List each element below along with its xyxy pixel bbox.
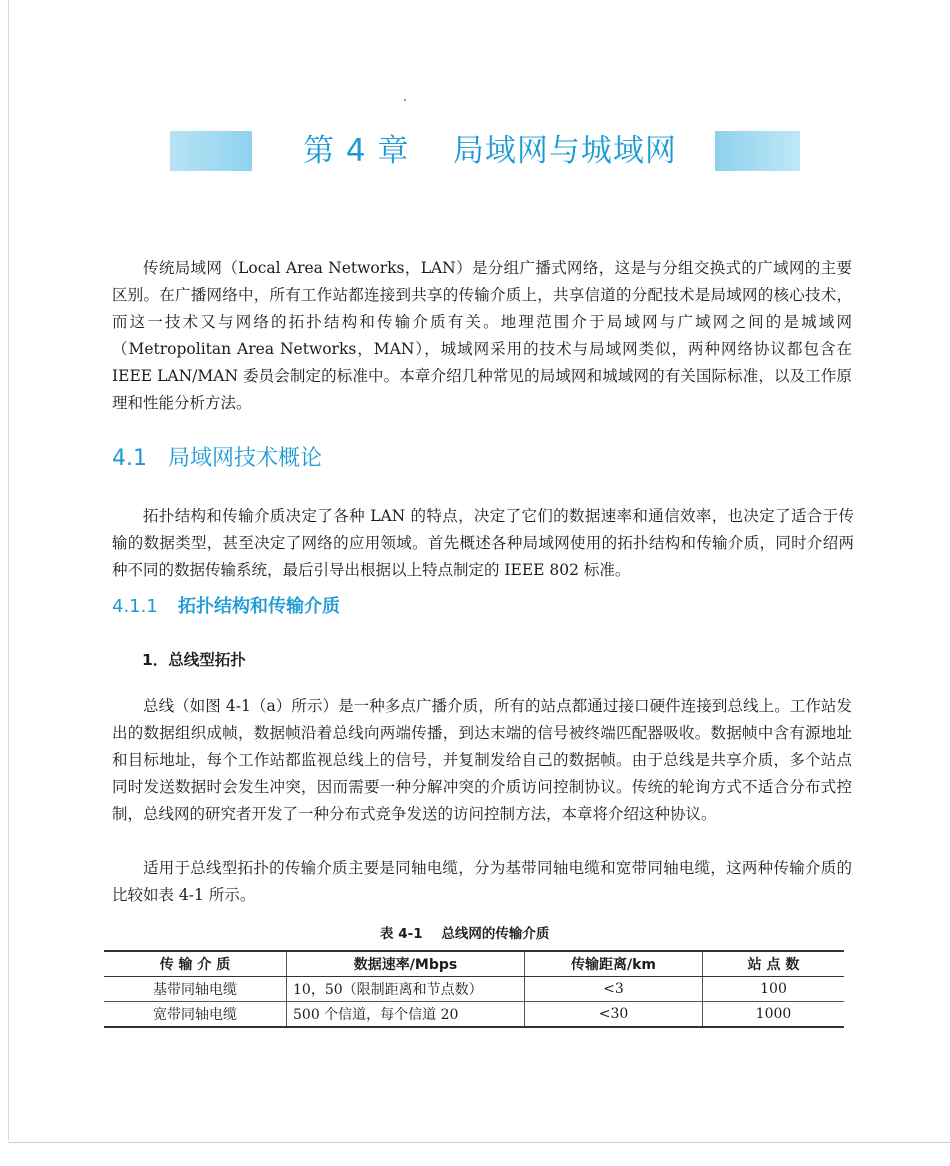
bus-topology-paragraph: 总线（如图 4-1（a）所示）是一种多点广播介质，所有的站点都通过接口硬件连接到总线上。工作站发出的数据组织成帧，数据帧沿着总线向两端传播，到达末端的信号被终端匹配器吸收。数据帧中含有源地址和目标地址，每个工作站都监视总线上的信号，并复制发给自己的数据帧。由于总线是共享介质，多个站点同时发送数据时会发生冲突，因而需要一种分解冲突的介质访问控制协议。传统的轮询方式不适合分布式控制，总线网的研究者开发了一种分布式竞争发送的访问控制方法，本章将介绍这种协议。 (112, 697, 852, 823)
header-stations: 站 点 数 (703, 951, 845, 977)
header-medium: 传 输 介 质 (104, 951, 287, 977)
cell-distance: <30 (525, 1002, 703, 1028)
banner-decoration-left (170, 131, 252, 171)
table-row (104, 1002, 844, 1028)
header-distance: 传输距离/km (525, 951, 703, 977)
cell-medium: 宽带同轴电缆 (104, 1002, 287, 1028)
header-data-rate: 数据速率/Mbps (287, 951, 525, 977)
section-heading (112, 441, 322, 477)
chapter-title: 第 4 章 局域网与城域网 (303, 133, 677, 169)
intro-paragraph: 传统局域网（Local Area Networks，LAN）是分组广播式网络，这是与分组交换式的广域网的主要区别。在广播网络中，所有工作站都连接到共享的传输介质上，共享信道的分配技术是局域网的核心技术，而这一技术又与网络的拓扑结构和传输介质有关。地理范围介于局域网与广域网之间的是城域网（Metropolitan Area Networks，MAN），城域网采用的技术与局域网类似，两种网络协议都包含在 IEEE LAN/MAN 委员会制定的标准中。本章介绍几种常见的局域网和城域网的有关国际标准，以及工作原理和性能分析方法。 (112, 259, 852, 412)
page-bottom-edge (8, 1142, 950, 1143)
subsection-title: 拓扑结构和传输介质 (178, 596, 340, 617)
table-header-row (104, 951, 844, 977)
page-left-edge (8, 0, 9, 1140)
table-row (104, 977, 844, 1002)
subsection-heading (112, 592, 340, 622)
section-paragraph: 拓扑结构和传输介质决定了各种 LAN 的特点，决定了它们的数据速率和通信效率，也决定了适合于传输的数据类型，甚至决定了网络的应用领域。首先概述各种局域网使用的拓扑结构和传输介质，同时介绍两种不同的数据传输系统，最后引导出根据以上特点制定的 IEEE 802 标准。 (112, 507, 854, 579)
banner-decoration-right (715, 131, 800, 171)
subsection-number: 4.1.1 (112, 596, 158, 617)
coax-paragraph: 适用于总线型拓扑的传输介质主要是同轴电缆，分为基带同轴电缆和宽带同轴电缆，这两种传输介质的比较如表 4-1 所示。 (112, 859, 852, 904)
cell-data-rate: 10，50（限制距离和节点数） (287, 977, 525, 1002)
speck (404, 99, 406, 101)
cell-distance: <3 (525, 977, 703, 1002)
item-heading: 1．总线型拓扑 (142, 651, 246, 669)
cell-medium: 基带同轴电缆 (104, 977, 287, 1002)
cell-stations: 1000 (703, 1002, 845, 1028)
section-number: 4.1 (112, 446, 147, 471)
cell-stations: 100 (703, 977, 845, 1002)
transmission-media-table (104, 950, 844, 1028)
chapter-banner (170, 127, 800, 175)
table-caption: 表 4-1 总线网的传输介质 (380, 926, 550, 942)
cell-data-rate: 500 个信道，每个信道 20 (287, 1002, 525, 1028)
section-title: 局域网技术概论 (168, 446, 323, 471)
